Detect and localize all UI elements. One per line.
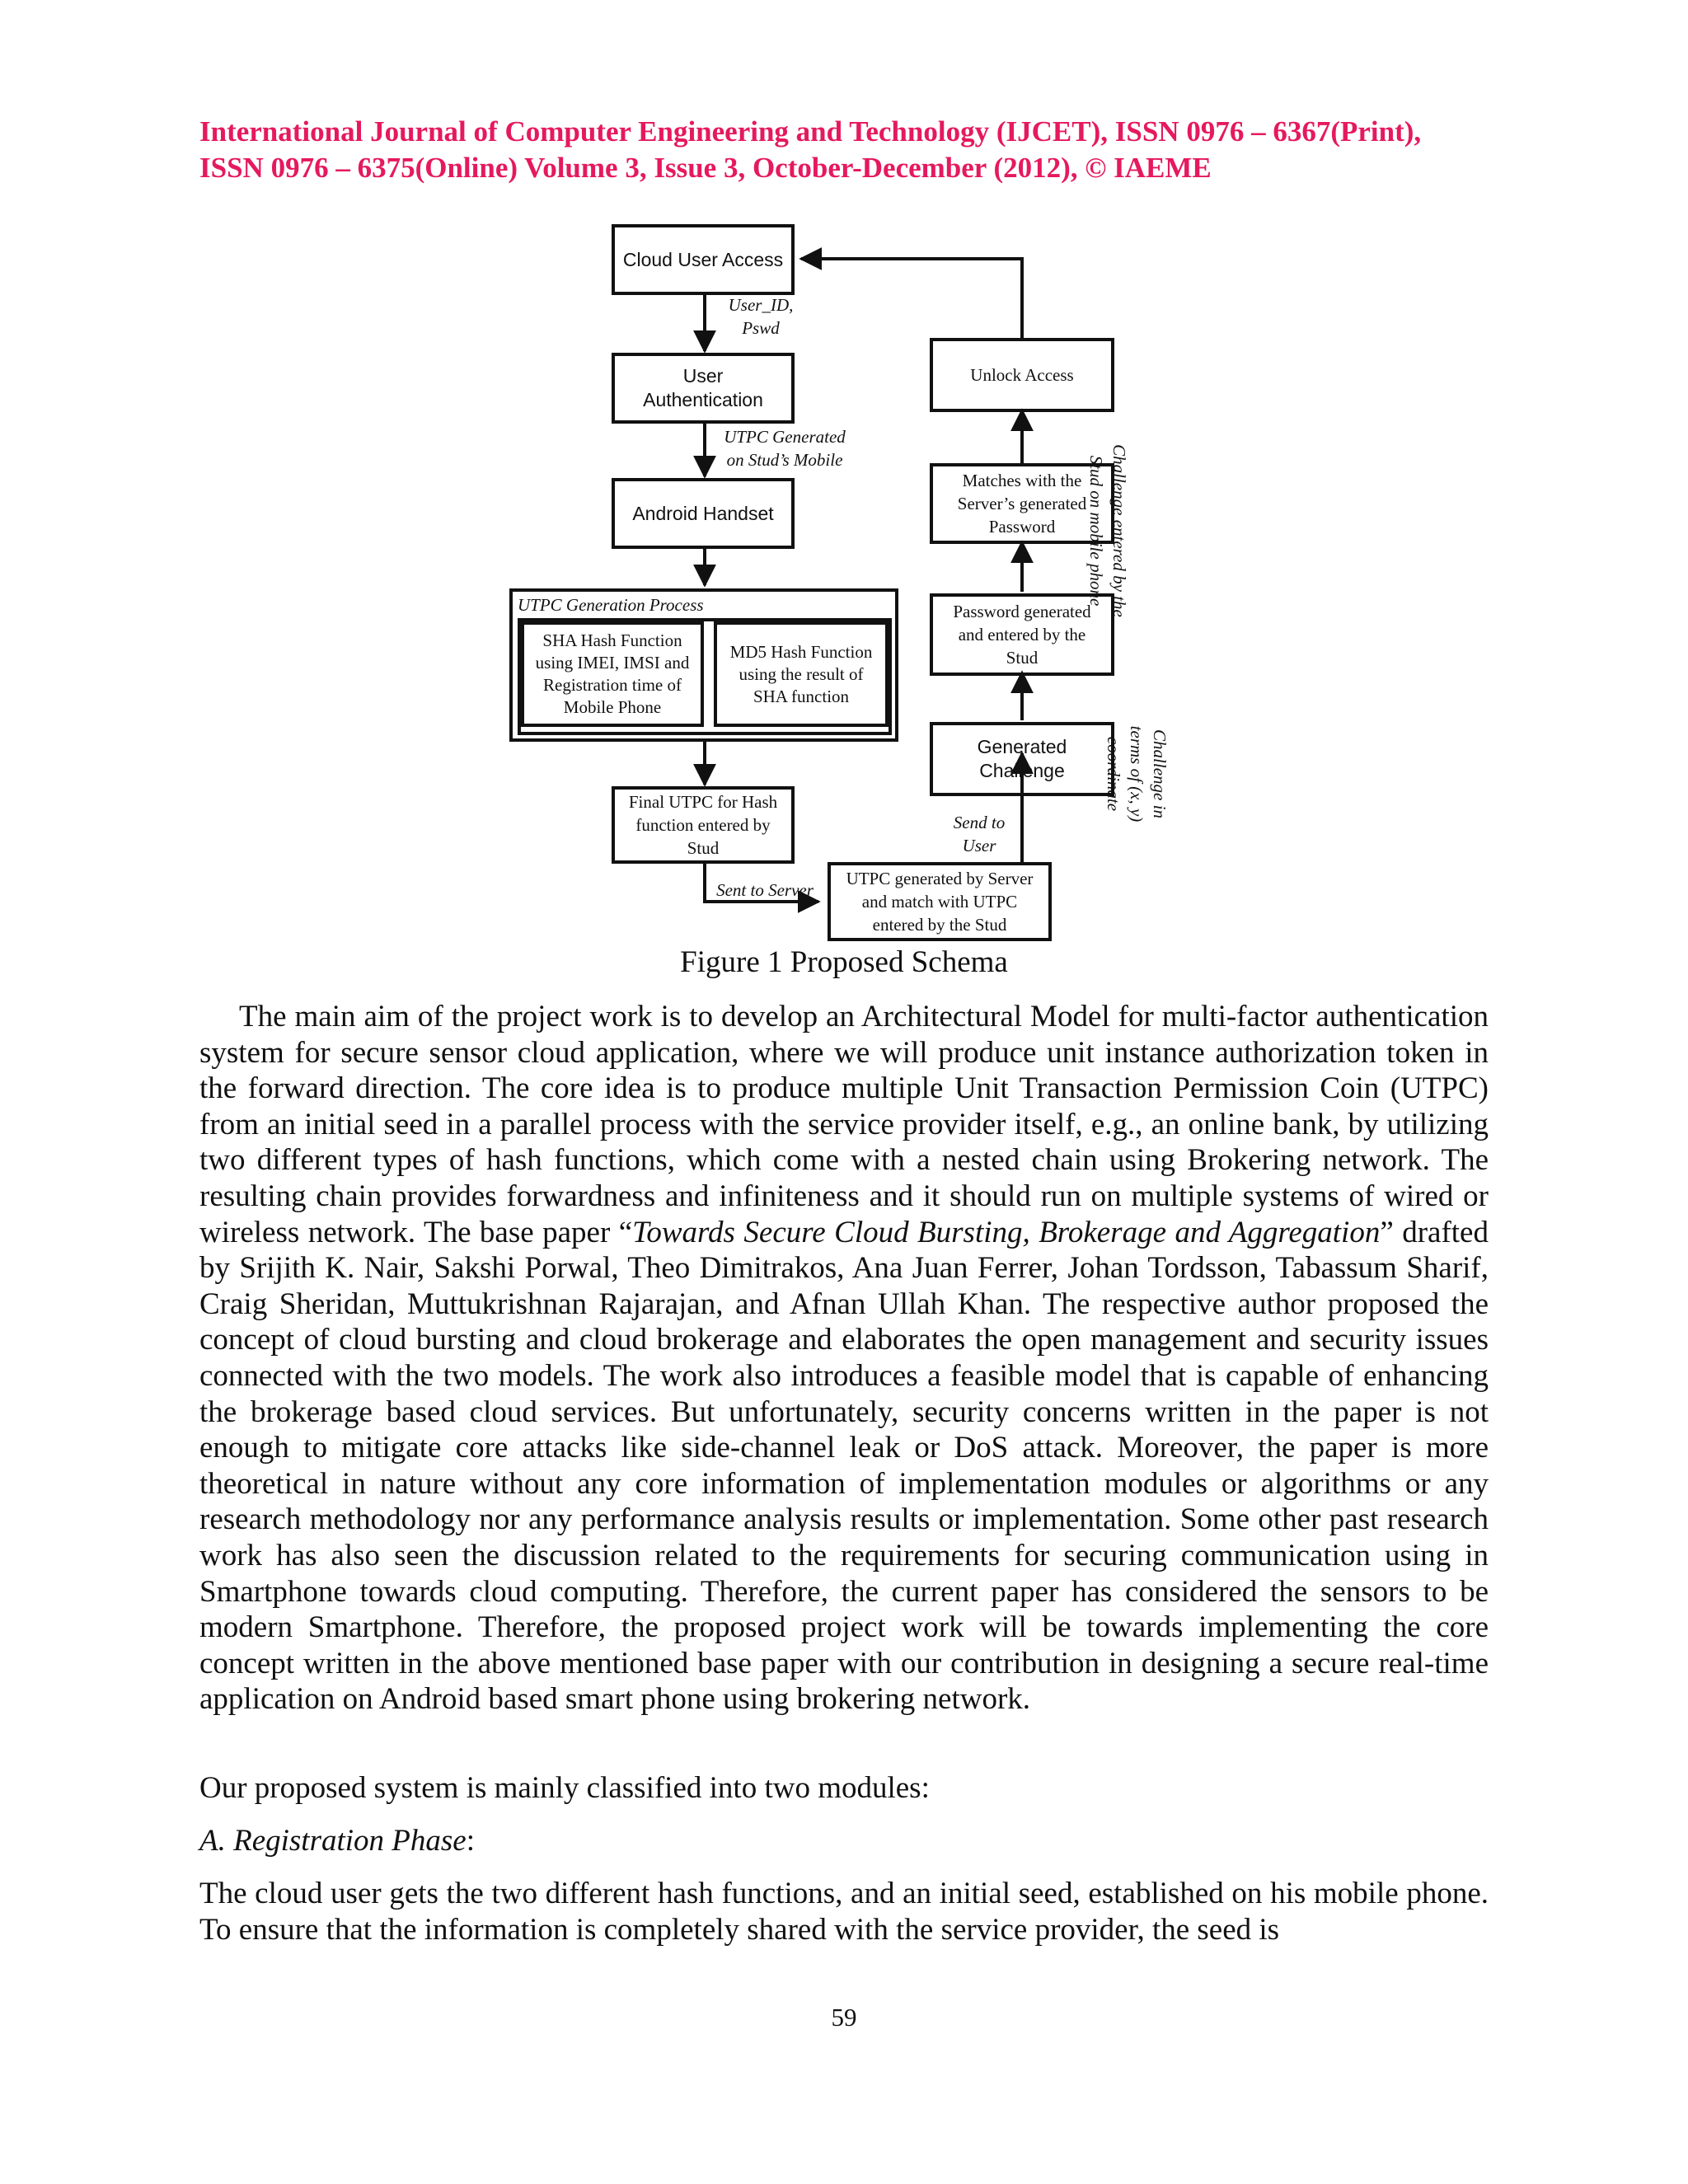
para1-part-a: The main aim of the project work is to develop an Architectural Model for multi-factor authentication system for secure sensor cloud application, where we will produce unit instance authorization token in the forward direction. The core idea is to produce multiple Unit Transaction Permission Coin (UTPC) from an initial seed in a parallel process with the service provider itself, e.g., an online bank, by utilizing two different types of hash functions, which come with a nested chain using Brokering network. The resulting chain provides forwardness and infiniteness and it should run on multiple systems of wired or wireless network. The base paper “ [199,1000,1489,1249]
server-utpc-box: UTPC generated by Server and match with UTPC entered by the Stud [828,862,1052,941]
unlock-access-box: Unlock Access [930,338,1114,412]
generated-challenge-box: Generated Challenge [930,722,1114,796]
utpc-process-title: UTPC Generation Process [518,595,704,615]
matches-server-box: Matches with the Server’s generated Password [930,463,1114,544]
challenge-entered-label: Challenge entered by the Stud on mobile phone [1086,444,1129,617]
registration-phase-title: A. Registration Phase [199,1824,467,1858]
md5-hash-box: MD5 Hash Function using the result of SHA function [714,621,889,727]
sha-hash-box: SHA Hash Function using IMEI, IMSI and Registration time of Mobile Phone [521,621,704,727]
proposed-schema-figure [495,216,1220,941]
journal-header [199,114,1502,186]
header-line-2: ISSN 0976 – 6375(Online) Volume 3, Issue 3, October-December (2012), © IAEME [199,152,1212,184]
cloud-user-access-box: Cloud User Access [612,224,795,295]
sent-to-server-label: Sent to Server [716,880,814,900]
final-utpc-box: Final UTPC for Hash function entered by Stud [612,786,795,864]
registration-phase-colon: : [466,1824,475,1858]
user-authentication-box: User Authentication [612,353,795,424]
send-to-user-label: Send to User [953,813,1006,855]
paragraph-modules: Our proposed system is mainly classified into two modules: [199,1771,930,1805]
para1-part-b: ” drafted by Srijith K. Nair, Sakshi Porwal, Theo Dimitrakos, Ana Juan Ferrer, Johan Tordsson, Tabassum Sharif, Craig Sheridan, Muttukrishnan Rajarajan, and Afnan Ullah Khan. The respective author proposed the concept of cloud bursting and cloud brokerage and elaborates the open management and security issues connected with the two models. The work also introduces a feasible model that is capable of enhancing the brokerage based cloud services. But unfortunately, security concerns written in the paper is not enough to mitigate core attacks like side-channel leak or DoS attack. Moreover, the paper is more theoretical in nature without any core information of implementation modules or algorithms or any research methodology nor any performance analysis results or implementation. Some other past research work has also seen the discussion related to the requirements for securing communication using in Smartphone towards cloud computing. Therefore, the current paper has considered the sensors to be modern Smartphone. Therefore, the proposed project work will be towards implementing the core concept written in the above mentioned base paper with our contribution in designing a secure real-time application on Android based smart phone using brokering network. [199,1215,1489,1717]
utpc-generation-process-box [509,588,898,742]
registration-phase-heading [199,1823,1489,1859]
paragraph-registration: The cloud user gets the two different hash functions, and an initial seed, established on his mobile phone. To ensure that the information is completely shared with the service provider, the seed is [199,1877,1489,1947]
arrow-unlock-to-cloud [801,259,1022,338]
header-line-1: International Journal of Computer Engineering and Technology (IJCET), ISSN 0976 – 6367(Print), [199,115,1422,148]
figure-caption: Figure 1 Proposed Schema [680,945,1008,979]
paragraph-main-aim [199,999,1489,1718]
utpc-generated-label: UTPC Generated on Stud’s Mobile [724,427,846,470]
base-paper-title: Towards Secure Cloud Bursting, Brokerage and Aggregation [632,1215,1381,1249]
password-generated-box: Password generated and entered by the Stud [930,593,1114,676]
android-handset-box: Android Handset [612,478,795,549]
page-number: 59 [831,2003,857,2032]
challenge-xy-label: Challenge in terms of (x, y) coordinate [1104,725,1170,823]
user-id-pswd-label: User_ID, Pswd [728,295,794,338]
